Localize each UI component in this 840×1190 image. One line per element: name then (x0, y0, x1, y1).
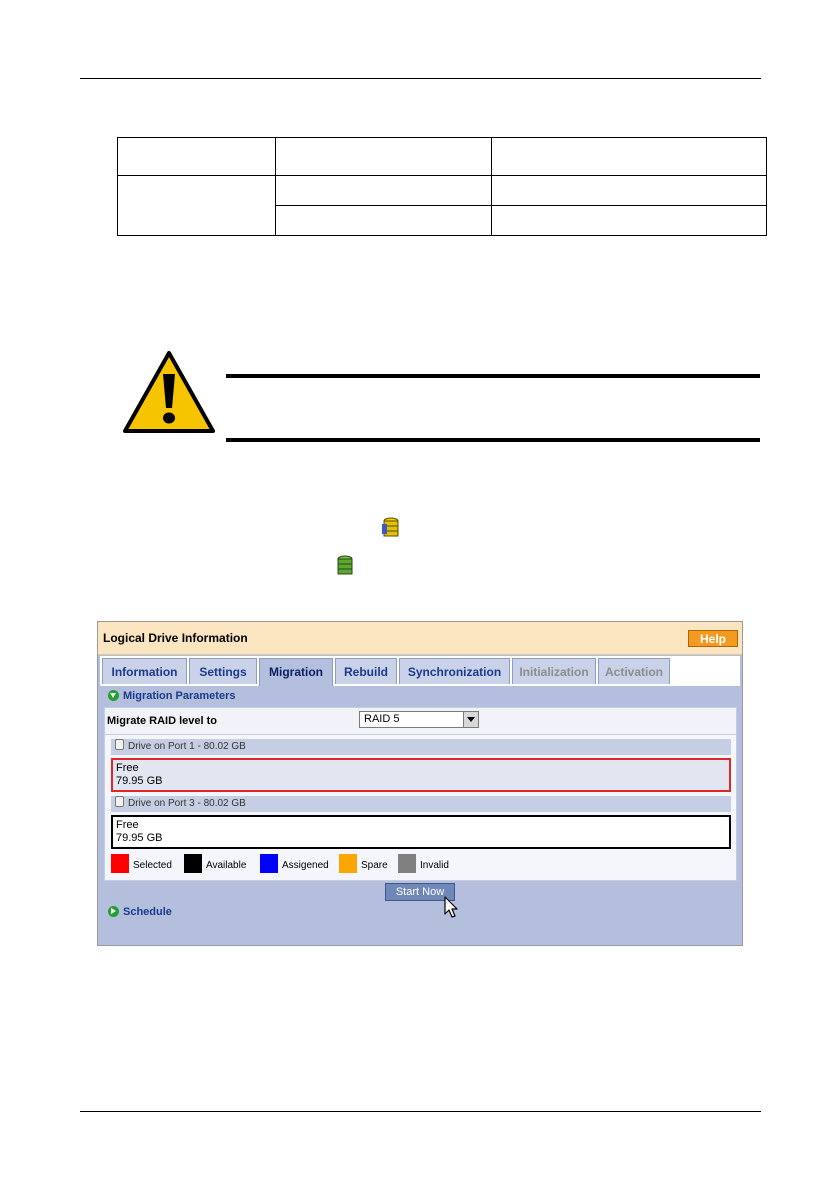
table-cell (492, 176, 767, 206)
raid-level-label: Migrate RAID level to (107, 715, 218, 727)
expand-down-icon (108, 690, 119, 701)
raid-level-row (105, 708, 736, 735)
drive-port1-box[interactable] (111, 758, 731, 792)
tab-settings[interactable]: Settings (189, 658, 257, 684)
warning-rule-top (226, 374, 760, 378)
table-cell (118, 138, 276, 176)
drive-port1-header (111, 739, 731, 755)
legend-swatch-invalid (398, 854, 416, 873)
table-cell (276, 206, 492, 236)
tab-information[interactable]: Information (102, 658, 187, 684)
table-cell (276, 138, 492, 176)
top-rule (80, 78, 761, 79)
table-cell (276, 176, 492, 206)
logical-drive-panel (97, 621, 743, 946)
drive-port3-size: 79.95 GB (116, 832, 163, 844)
legend-label-selected: Selected (133, 860, 172, 871)
mouse-pointer-icon (444, 896, 460, 920)
drive-port3-header (111, 796, 731, 812)
disk-drive-icon (115, 739, 124, 750)
start-now-button[interactable]: Start Now (385, 883, 455, 901)
legend-swatch-selected (111, 854, 129, 873)
drive-state-legend (111, 854, 731, 874)
raid-level-value: RAID 5 (364, 713, 400, 725)
expand-right-icon (108, 906, 119, 917)
panel-title: Logical Drive Information (103, 631, 248, 645)
raid-level-select[interactable] (359, 711, 479, 728)
warning-triangle-icon (122, 350, 216, 434)
logical-drive-stack-icon (380, 516, 402, 540)
table-cell (492, 138, 767, 176)
warning-rule-bottom (226, 438, 760, 442)
chevron-down-icon[interactable] (463, 712, 478, 727)
drive-port3-status: Free (116, 819, 139, 831)
tab-rebuild[interactable]: Rebuild (335, 658, 397, 684)
bottom-rule (80, 1111, 761, 1112)
schedule-label: Schedule (123, 906, 172, 918)
doc-table (117, 137, 767, 236)
migration-parameters-label: Migration Parameters (123, 690, 236, 702)
table-cell (492, 206, 767, 236)
tab-bar (100, 656, 740, 686)
panel-header (98, 622, 742, 655)
legend-swatch-assigned (260, 854, 278, 873)
logical-drive-stack-green-icon (334, 554, 356, 578)
legend-swatch-available (184, 854, 202, 873)
legend-label-assigned: Assigened (282, 860, 329, 871)
legend-label-spare: Spare (361, 860, 388, 871)
drive-port3-title: Drive on Port 3 - 80.02 GB (128, 798, 246, 809)
tab-activation[interactable]: Activation (598, 658, 670, 684)
legend-swatch-spare (339, 854, 357, 873)
migration-parameters-toggle[interactable] (108, 690, 235, 702)
tab-migration[interactable]: Migration (259, 658, 333, 686)
drive-port1-status: Free (116, 762, 139, 774)
drive-port1-size: 79.95 GB (116, 775, 163, 787)
tab-synchronization[interactable]: Synchronization (399, 658, 510, 684)
table-cell (118, 176, 276, 236)
drive-port3-box[interactable] (111, 815, 731, 849)
disk-drive-icon (115, 796, 124, 807)
legend-label-available: Available (206, 860, 247, 871)
tab-initialization[interactable]: Initialization (512, 658, 596, 684)
help-button[interactable]: Help (688, 630, 738, 647)
schedule-toggle[interactable] (108, 906, 172, 918)
migration-content (104, 707, 737, 881)
drive-port1-title: Drive on Port 1 - 80.02 GB (128, 741, 246, 752)
legend-label-invalid: Invalid (420, 860, 449, 871)
